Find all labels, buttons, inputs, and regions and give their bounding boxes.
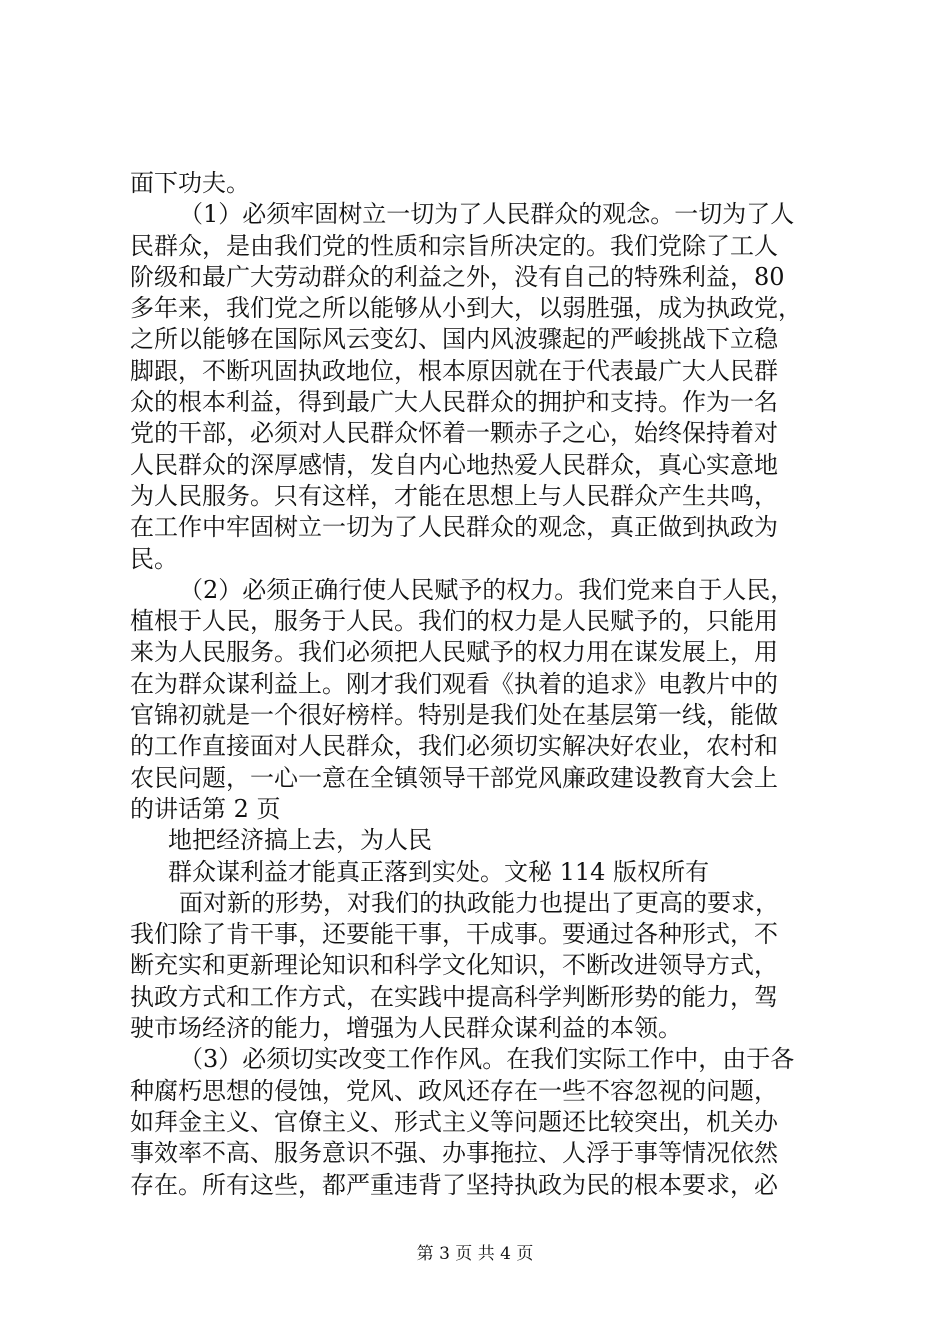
text-line: 官锦初就是一个很好榜样。特别是我们处在基层第一线，能做 xyxy=(130,701,778,730)
text-line: 种腐朽思想的侵蚀，党风、政风还存在一些不容忽视的问题， xyxy=(130,1076,778,1105)
text-line: 党的干部，必须对人民群众怀着一颗赤子之心，始终保持着对 xyxy=(130,419,778,448)
text-line: 在工作中牢固树立一切为了人民群众的观念，真正做到执政为 xyxy=(130,513,778,542)
text-line: 之所以能够在国际风云变幻、国内风波骤起的严峻挑战下立稳 xyxy=(130,325,778,354)
text-line: 的讲话第 2 页 xyxy=(130,794,281,823)
text-line: 在为群众谋利益上。刚才我们观看《执着的追求》电教片中的 xyxy=(130,669,778,698)
text-line: 面下功夫。 xyxy=(130,169,250,197)
text-line: 面对新的形势，对我们的执政能力也提出了更高的要求， xyxy=(179,888,779,917)
text-line: 众的根本利益，得到最广大人民群众的拥护和支持。作为一名 xyxy=(130,388,778,417)
text-line: 人民群众的深厚感情，发自内心地热爱人民群众，真心实意地 xyxy=(130,450,778,479)
page-number-label: 第 3 页 共 4 页 xyxy=(416,1244,534,1264)
text-line: 民群众，是由我们党的性质和宗旨所决定的。我们党除了工人 xyxy=(130,231,778,260)
text-line: （3）必须切实改变工作作风。在我们实际工作中，由于各 xyxy=(179,1045,795,1074)
document-body xyxy=(130,168,830,1201)
text-line: 断充实和更新理论知识和科学文化知识，不断改进领导方式， xyxy=(130,951,778,980)
text-line: （2）必须正确行使人民赋予的权力。我们党来自于人民， xyxy=(179,575,795,604)
text-line: 阶级和最广大劳动群众的利益之外，没有自己的特殊利益，80 xyxy=(130,262,785,291)
text-line: 来为人民服务。我们必须把人民赋予的权力用在谋发展上，用 xyxy=(130,638,778,667)
text-line: 驶市场经济的能力，增强为人民群众谋利益的本领。 xyxy=(130,1014,682,1043)
text-line: 多年来，我们党之所以能够从小到大，以弱胜强，成为执政党， xyxy=(130,294,802,323)
text-line: 地把经济搞上去，为人民 xyxy=(168,826,432,855)
text-line: 农民问题，一心一意在全镇领导干部党风廉政建设教育大会上 xyxy=(130,763,778,792)
text-line: 存在。所有这些，都严重违背了坚持执政为民的根本要求，必 xyxy=(130,1170,778,1199)
text-line: 植根于人民，服务于人民。我们的权力是人民赋予的，只能用 xyxy=(130,607,778,636)
text-line: 脚跟，不断巩固执政地位，根本原因就在于代表最广大人民群 xyxy=(130,356,778,385)
text-line: 民。 xyxy=(130,544,178,573)
text-line: 为人民服务。只有这样，才能在思想上与人民群众产生共鸣， xyxy=(130,481,778,510)
text-line: （1）必须牢固树立一切为了人民群众的观念。一切为了人 xyxy=(179,200,795,229)
text-line: 群众谋利益才能真正落到实处。文秘 114 版权所有 xyxy=(168,857,710,886)
page-footer xyxy=(0,1243,950,1265)
text-line: 事效率不高、服务意识不强、办事拖拉、人浮于事等情况依然 xyxy=(130,1139,778,1168)
text-line: 的工作直接面对人民群众，我们必须切实解决好农业，农村和 xyxy=(130,732,778,761)
text-line: 我们除了肯干事，还要能干事，干成事。要通过各种形式，不 xyxy=(130,920,778,949)
text-line: 如拜金主义、官僚主义、形式主义等问题还比较突出，机关办 xyxy=(130,1107,778,1136)
text-line: 执政方式和工作方式，在实践中提高科学判断形势的能力，驾 xyxy=(130,982,778,1011)
